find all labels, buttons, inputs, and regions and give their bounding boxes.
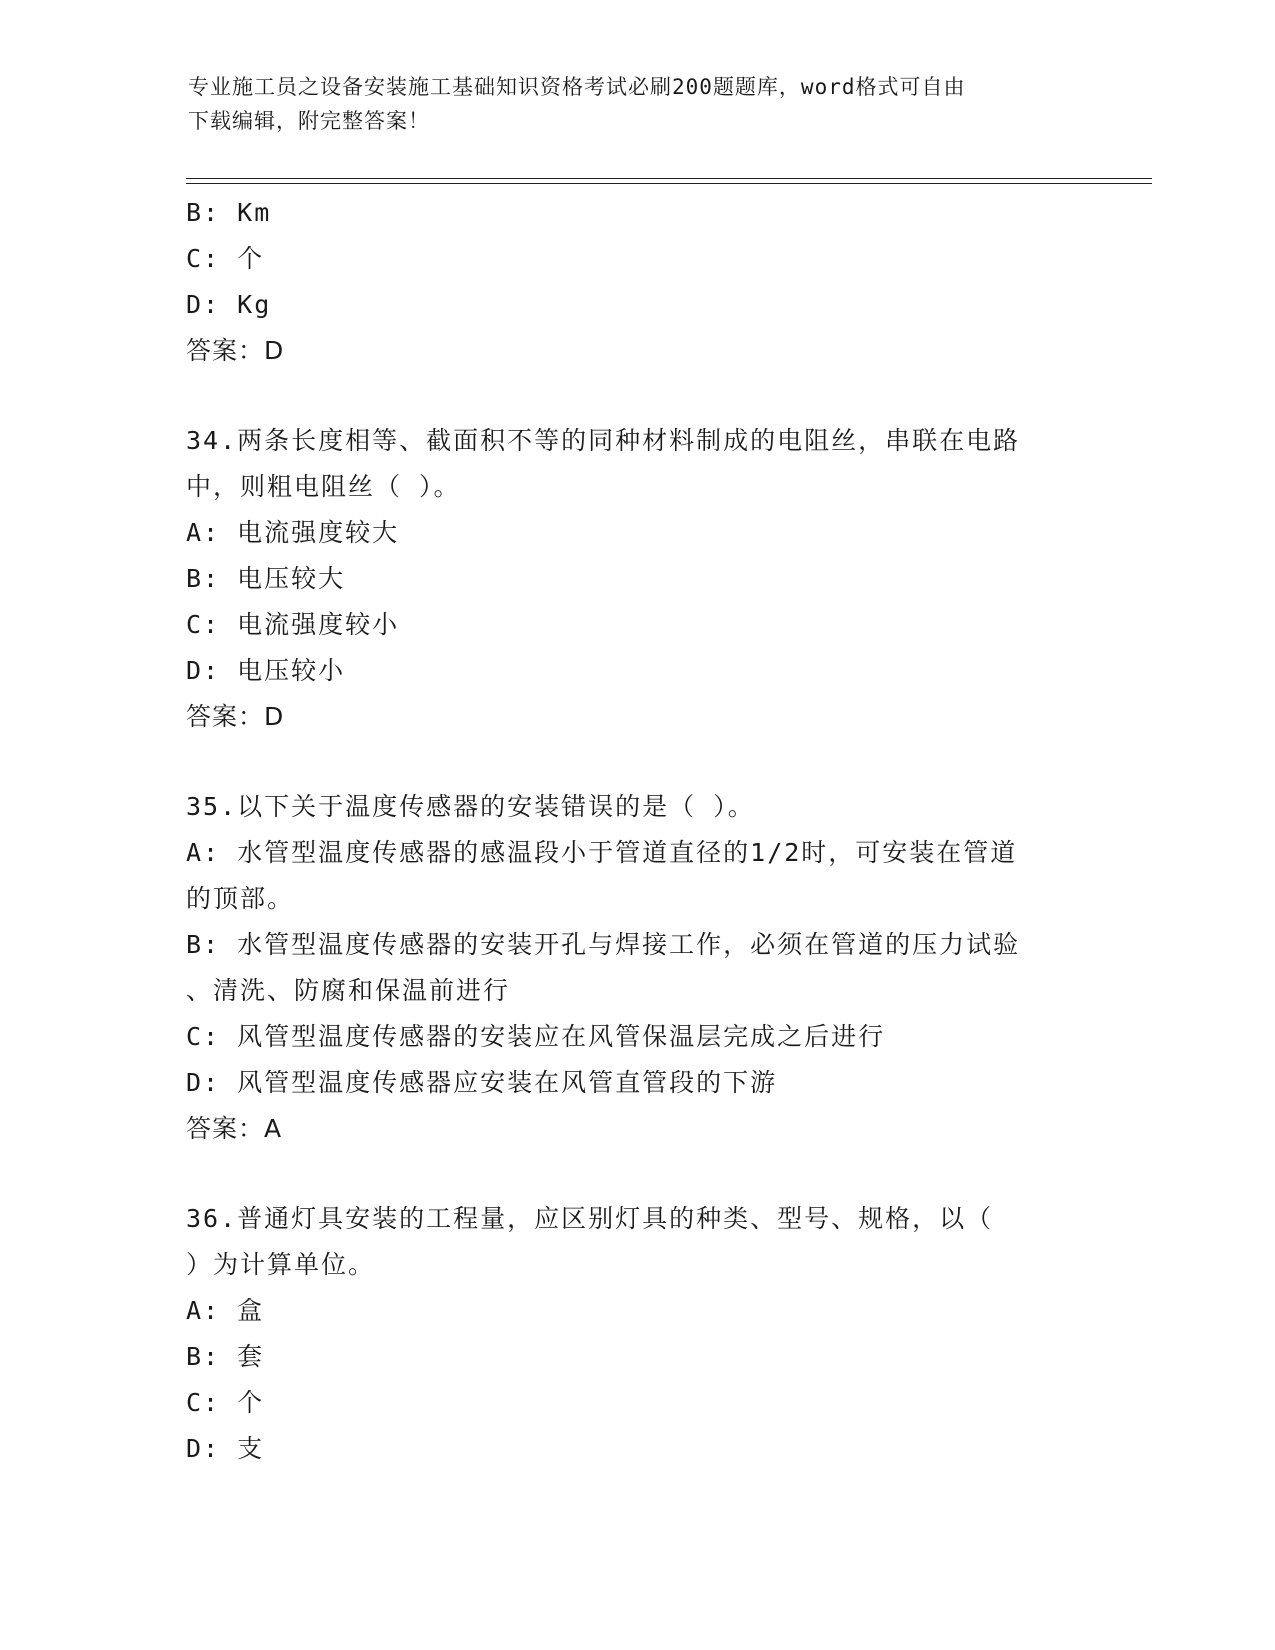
- option-d: D: 风管型温度传感器应安装在风管直管段的下游: [186, 1068, 778, 1097]
- header-line-2: 下载编辑，附完整答案！: [188, 109, 430, 133]
- option-b: B: 水管型温度传感器的安装开孔与焊接工作，必须在管道的压力试验: [186, 930, 1021, 959]
- question-stem-line: 中，则粗电阻丝（ ）。: [186, 472, 461, 501]
- option-b-continued: 、清洗、防腐和保温前进行: [186, 976, 511, 1005]
- question-list: [186, 190, 1086, 1472]
- answer-line: 答案：D: [186, 702, 285, 731]
- question-stem-line: ）为计算单位。: [186, 1250, 376, 1279]
- question-36: [186, 1196, 1086, 1472]
- answer-line: 答案：A: [186, 1114, 283, 1143]
- option-b: B: Km: [186, 198, 272, 227]
- option-a: A: 水管型温度传感器的感温段小于管道直径的1/2时，可安装在管道: [186, 838, 1018, 867]
- question-34: [186, 418, 1086, 740]
- option-d: D: 支: [186, 1434, 265, 1463]
- option-c: C: 风管型温度传感器的安装应在风管保温层完成之后进行: [186, 1022, 886, 1051]
- option-d: D: 电压较小: [186, 656, 346, 685]
- question-stem-line: 36.普通灯具安装的工程量，应区别灯具的种类、型号、规格，以（: [186, 1204, 994, 1233]
- header-divider-bottom: [186, 183, 1152, 184]
- option-a-continued: 的顶部。: [186, 884, 295, 913]
- answer-line: 答案：D: [186, 336, 285, 365]
- option-c: C: 个: [186, 1388, 265, 1417]
- question-stem-line: 34.两条长度相等、截面积不等的同种材料制成的电阻丝，串联在电路: [186, 426, 1021, 455]
- option-d: D: Kg: [186, 290, 272, 319]
- question-35: [186, 784, 1086, 1152]
- option-b: B: 套: [186, 1342, 265, 1371]
- question-stem-line: 35.以下关于温度传感器的安装错误的是（ ）。: [186, 792, 755, 821]
- document-header: [188, 70, 1078, 138]
- option-c: C: 电流强度较小: [186, 610, 400, 639]
- option-b: B: 电压较大: [186, 564, 346, 593]
- header-divider-top: [186, 178, 1152, 179]
- question-33-continued: [186, 190, 1086, 374]
- option-c: C: 个: [186, 244, 265, 273]
- option-a: A: 盒: [186, 1296, 265, 1325]
- header-line-1: 专业施工员之设备安装施工基础知识资格考试必刷200题题库，word格式可自由: [188, 75, 966, 99]
- option-a: A: 电流强度较大: [186, 518, 400, 547]
